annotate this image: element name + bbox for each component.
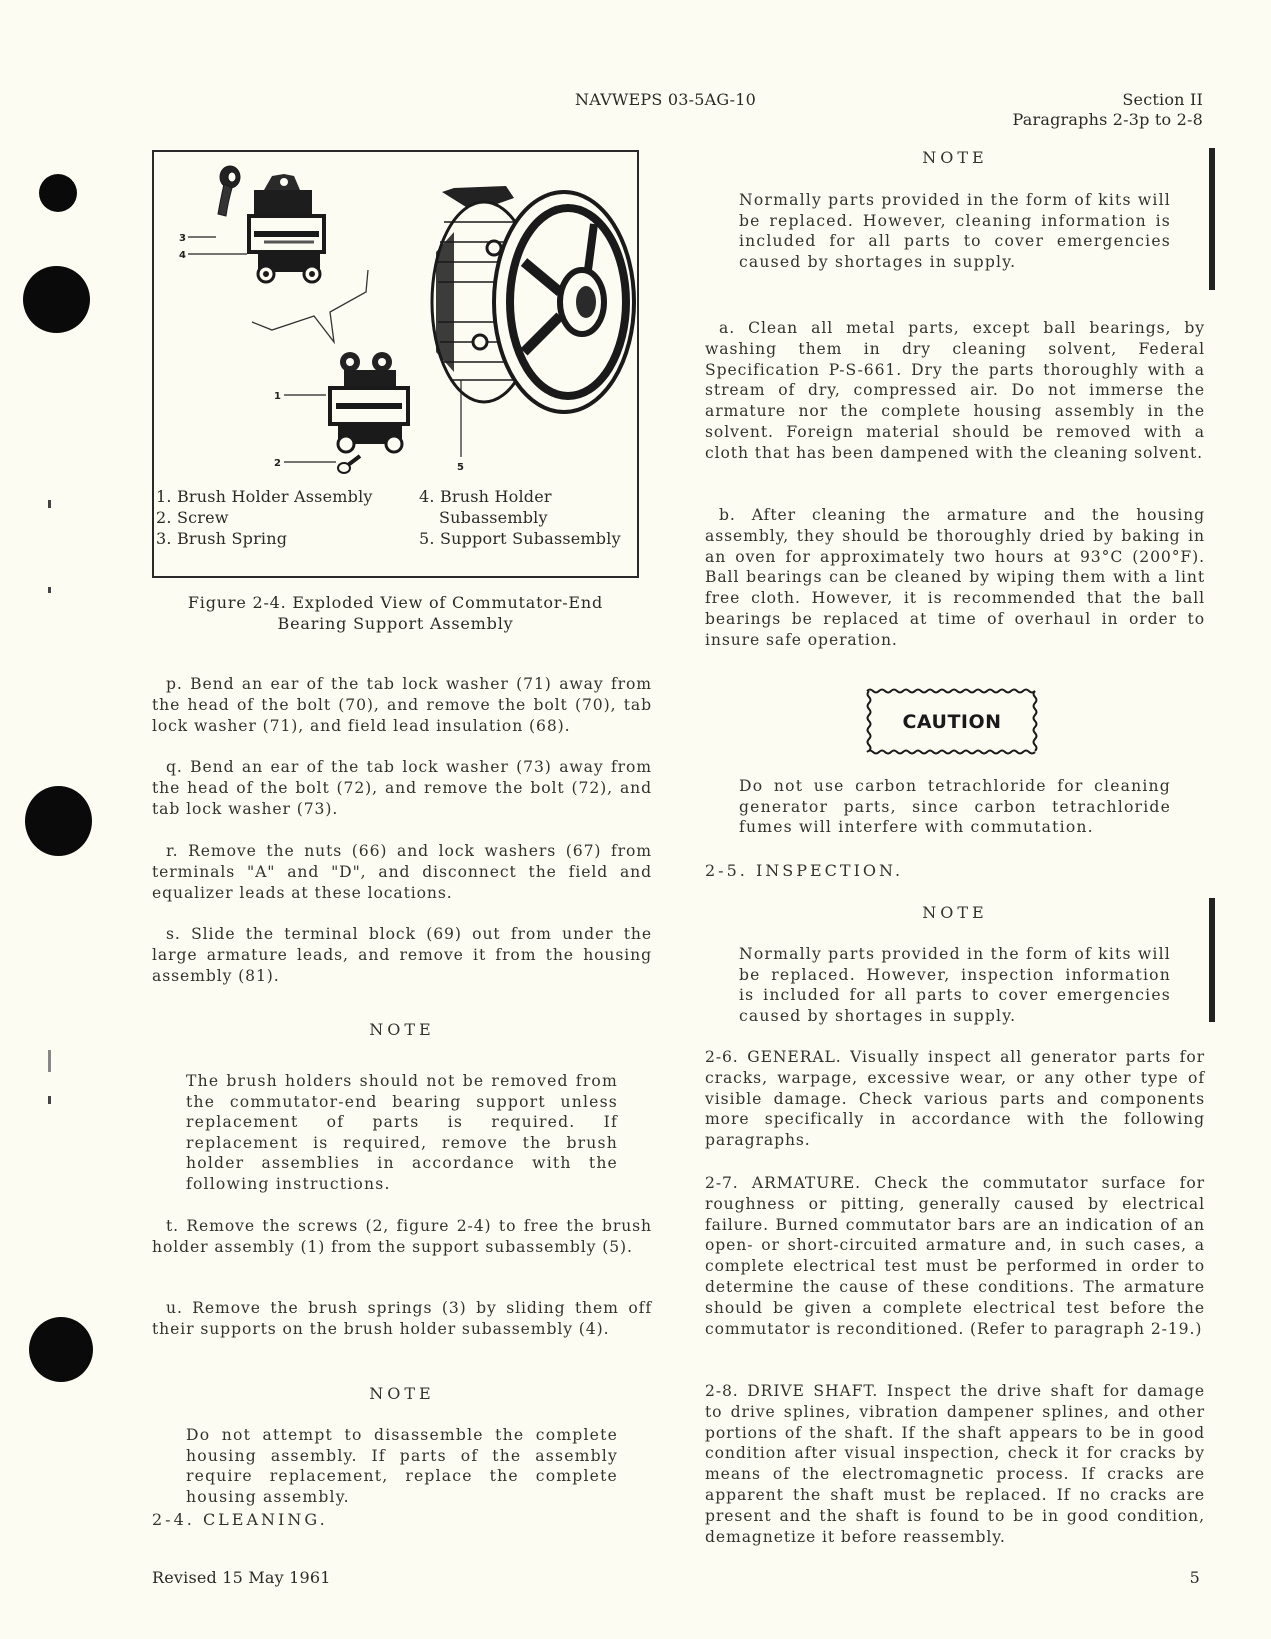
legend-item: 2. Screw bbox=[156, 508, 229, 527]
figure-caption bbox=[152, 592, 639, 634]
paragraph-b: b. After cleaning the armature and the housing assembly, they should be thoroughly dried by baking in an oven for approximately two hours at 93°C (200°F). Ball bearings can be cleaned by wiping them with a lint free cloth. However, it is recommended that the ball bearings be replaced at time of overhaul in order to insure safe operation. bbox=[705, 506, 1205, 649]
note-heading: NOTE bbox=[922, 148, 988, 167]
edge-mark bbox=[48, 500, 51, 508]
caution-label: CAUTION bbox=[902, 710, 1002, 733]
paragraph-u: u. Remove the brush springs (3) by sliding them off their supports on the brush holder subassembly (4). bbox=[152, 1299, 652, 1338]
caption-line-2: Bearing Support Assembly bbox=[277, 614, 514, 633]
section-label: Section II bbox=[1122, 90, 1203, 109]
legend-item: 3. Brush Spring bbox=[156, 529, 288, 548]
svg-text:3: 3 bbox=[179, 233, 186, 244]
exploded-view-illustration bbox=[154, 152, 641, 482]
edge-mark bbox=[48, 1096, 51, 1104]
binder-hole bbox=[29, 1317, 93, 1382]
paragraph-t: t. Remove the screws (2, figure 2-4) to free the brush holder assembly (1) from the support subassembly (5). bbox=[152, 1217, 652, 1256]
revision-date: Revised 15 May 1961 bbox=[152, 1568, 331, 1587]
heading-2-5-inspection: 2-5. INSPECTION. bbox=[705, 861, 904, 880]
support-subassembly-drawing bbox=[432, 186, 634, 412]
paragraph-2-7-armature: 2-7. ARMATURE. Check the commutator surface for roughness or pitting, generally caused by electrical failure. Burned commutator bars are an indication of an open- or short-circuited armature and, in such cases, a complete electrical test must be performed in order to determine the cause of these conditions. The armature should be given a complete electrical test before the commutator is reconditioned. (Refer to paragraph 2-19.) bbox=[705, 1174, 1205, 1338]
change-bar bbox=[1209, 148, 1215, 290]
binder-hole bbox=[25, 786, 92, 856]
paragraph-a: a. Clean all metal parts, except ball bearings, by washing them in dry cleaning solvent, Federal Specification P-S-661. Dry the parts thoroughly with a stream of dry, compressed air. Do not immerse the armature nor the complete housing assembly in the solvent. Foreign material should be removed with a cloth that has been dampened with the cleaning solvent. bbox=[705, 319, 1205, 462]
note-inspection-kits: Normally parts provided in the form of kits will be replaced. However, inspection information is included for all parts to cover emergencies caused by shortages in supply. bbox=[739, 945, 1171, 1025]
note-heading: NOTE bbox=[369, 1020, 435, 1039]
paragraph-2-8-drive-shaft: 2-8. DRIVE SHAFT. Inspect the drive shaft for damage to drive splines, vibration dampener splines, and other portions of the shaft. If the shaft appears to be in good condition after visual inspection, check it for cracks by means of the electromagnetic process. If cracks are apparent the shaft must be replaced. If no cracks are present and the shaft is found to be in good condition, demagnetize it before reassembly. bbox=[705, 1382, 1205, 1546]
brush-spring-drawing bbox=[218, 166, 240, 216]
paragraph-2-6-general: 2-6. GENERAL. Visually inspect all generator parts for cracks, warpage, excessive wear, or any other type of visible damage. Check various parts and components more specifically in accordance with the following paragraphs. bbox=[705, 1048, 1205, 1150]
legend-item: 1. Brush Holder Assembly bbox=[156, 487, 373, 506]
paragraphs-range: Paragraphs 2-3p to 2-8 bbox=[1012, 110, 1203, 129]
brush-holder-subassembly-drawing bbox=[249, 174, 324, 282]
figure-2-4 bbox=[152, 150, 639, 578]
page-number: 5 bbox=[1189, 1568, 1200, 1587]
svg-text:2: 2 bbox=[274, 458, 281, 469]
heading-2-4-cleaning: 2-4. CLEANING. bbox=[152, 1510, 328, 1529]
note-heading: NOTE bbox=[369, 1384, 435, 1403]
edge-mark bbox=[48, 587, 51, 593]
edge-mark bbox=[48, 1050, 51, 1072]
svg-text:1: 1 bbox=[274, 391, 281, 402]
screw-drawing bbox=[338, 456, 360, 473]
figure-legend-right bbox=[419, 486, 639, 549]
svg-text:4: 4 bbox=[179, 250, 186, 261]
paragraph-r: r. Remove the nuts (66) and lock washers (67) from terminals "A" and "D", and disconnect the field and equalizer leads at these locations. bbox=[152, 842, 652, 902]
caption-line-1: Figure 2-4. Exploded View of Commutator-End bbox=[187, 593, 604, 612]
caution-carbon-tetrachloride: Do not use carbon tetrachloride for cleaning generator parts, since carbon tetrachloride fumes will interfere with commutation. bbox=[739, 777, 1171, 837]
note-brush-holders: The brush holders should not be removed from the commutator-end bearing support unless replacement of parts is required. If replacement is required, remove the brush holder assemblies in accordance with the following instructions. bbox=[186, 1072, 618, 1193]
svg-text:5: 5 bbox=[457, 462, 464, 473]
note-housing-assembly: Do not attempt to disassemble the complete housing assembly. If parts of the assembly require replacement, replace the complete housing assembly. bbox=[186, 1426, 618, 1506]
caution-banner bbox=[865, 687, 1039, 756]
paragraph-s: s. Slide the terminal block (69) out from under the large armature leads, and remove it from the housing assembly (81). bbox=[152, 925, 652, 985]
paragraph-q: q. Bend an ear of the tab lock washer (73) away from the head of the bolt (72), and remove the bolt (72), and tab lock washer (73). bbox=[152, 758, 652, 818]
binder-hole bbox=[23, 266, 90, 333]
legend-item: Subassembly bbox=[439, 508, 548, 527]
change-bar bbox=[1209, 898, 1215, 1022]
binder-hole bbox=[39, 174, 77, 212]
note-heading: NOTE bbox=[922, 903, 988, 922]
figure-legend-left bbox=[156, 486, 416, 549]
paragraph-p: p. Bend an ear of the tab lock washer (71) away from the head of the bolt (70), and remove the bolt (70), tab lock washer (71), and field lead insulation (68). bbox=[152, 675, 652, 735]
legend-item: 4. Brush Holder bbox=[419, 487, 552, 506]
note-cleaning-kits: Normally parts provided in the form of kits will be replaced. However, cleaning information is included for all parts to cover emergencies caused by shortages in supply. bbox=[739, 191, 1171, 271]
document-number: NAVWEPS 03-5AG-10 bbox=[575, 90, 756, 109]
brush-holder-assembly-drawing bbox=[330, 352, 408, 452]
legend-item: 5. Support Subassembly bbox=[419, 529, 621, 548]
